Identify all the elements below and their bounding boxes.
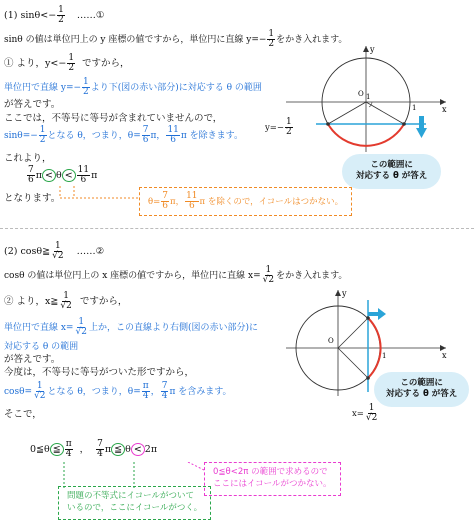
p2-magenta-note: 0≦θ<2π の範囲で求めるので ここにはイコールがつかない。 [204, 462, 341, 496]
p2-graph-y-label: y [342, 289, 347, 298]
p1-step-a: ① より，y<− $\frac{1}{2}$ ですから， [4, 53, 130, 73]
p1-note-arrows [40, 184, 140, 214]
p2-graph-o-label: O [328, 337, 334, 345]
p2-text-b: が答えです。 [4, 354, 61, 365]
p1-graph-y-label: y [370, 45, 375, 54]
p2-blue-d: cosθ= $\frac{1}{√2}$ となる θ，つまり，θ= $\frac{\pi}{4}$ ， $\frac{7}{4}$ π を含みます。 [4, 381, 232, 401]
p1-unit-circle-graph [286, 44, 456, 154]
p1-graph-one-label: 1 [412, 104, 417, 112]
p1-header: (1) sinθ<− $\frac{1}{2}$ ……① [4, 5, 105, 25]
p2-graph-line-label: x= $\frac{1}{√2}$ [352, 403, 378, 423]
p2-blue-a: 単位円で直線 x= $\frac{1}{√2}$ 上か，この直線より右側(図の赤い部分)に [4, 317, 258, 337]
p1-graph-one-label-y: 1 [366, 93, 371, 101]
p1-text-c: ここでは，不等号に等号が含まれていませんので， [4, 113, 223, 124]
p2-text-e: そこで， [4, 409, 42, 420]
p2-text-c: 今度は，不等号に等号がついた形ですから， [4, 367, 195, 378]
p2-callout: この範囲に 対応する θ が答え [374, 372, 469, 407]
p2-answer: 0≦θ ≦ $\frac{\pi}{4}$ ， $\frac{7}{4}$ π ≦ θ < 2π [30, 439, 158, 459]
p1-blue-a: 単位円で直線 y=− $\frac{1}{2}$ より下(図の赤い部分)に対応する θ の範囲 [4, 77, 262, 97]
p2-line1: cosθ の値は単位円上の x 座標の値ですから，単位円に直線 x= $\frac{1}{√2}$ をかき入れます。 [4, 265, 348, 285]
p1-graph-line-label: y=− $\frac{1}{2}$ [265, 117, 292, 137]
p2-graph-x-label: x [442, 351, 447, 360]
p1-answer: $\frac{7}{6}$ π < θ < $\frac{11}{6}$ π [28, 165, 98, 185]
p2-step-a: ② より，x≧ $\frac{1}{√2}$ ですから， [4, 291, 128, 311]
p1-text-b: が答えです。 [4, 99, 61, 110]
p1-callout: この範囲に 対応する θ が答え [342, 154, 441, 189]
p2-header: (2) cosθ≧ $\frac{1}{√2}$ ……② [4, 241, 105, 261]
p1-graph-o-label: O [358, 90, 364, 98]
p2-graph-one-label: 1 [382, 352, 387, 360]
p1-line1: sinθ の値は単位円上の y 座標の値ですから，単位円に直線 y=− $\frac{1}{2}$ をかき入れます。 [4, 29, 348, 49]
p1-graph-x-label: x [442, 105, 447, 114]
p2-green-note: 問題の不等式にイコールがついて いるので，ここにイコールがつく。 [58, 486, 211, 520]
p1-text-e: これより， [4, 153, 52, 164]
p1-blue-d: sinθ=− $\frac{1}{2}$ となる θ，つまり，θ= $\frac{7}{6}$ π， $\frac{11}{6}$ π を除きます。 [4, 125, 243, 145]
p1-orange-note: θ= $\frac{7}{6}$ π， $\frac{11}{6}$ π を除くので，イコールはつかない。 [139, 187, 352, 216]
section-divider [0, 228, 474, 229]
p2-blue-b: 対応する θ の範囲 [4, 342, 79, 352]
p1-text-f: となります。 [4, 193, 61, 204]
